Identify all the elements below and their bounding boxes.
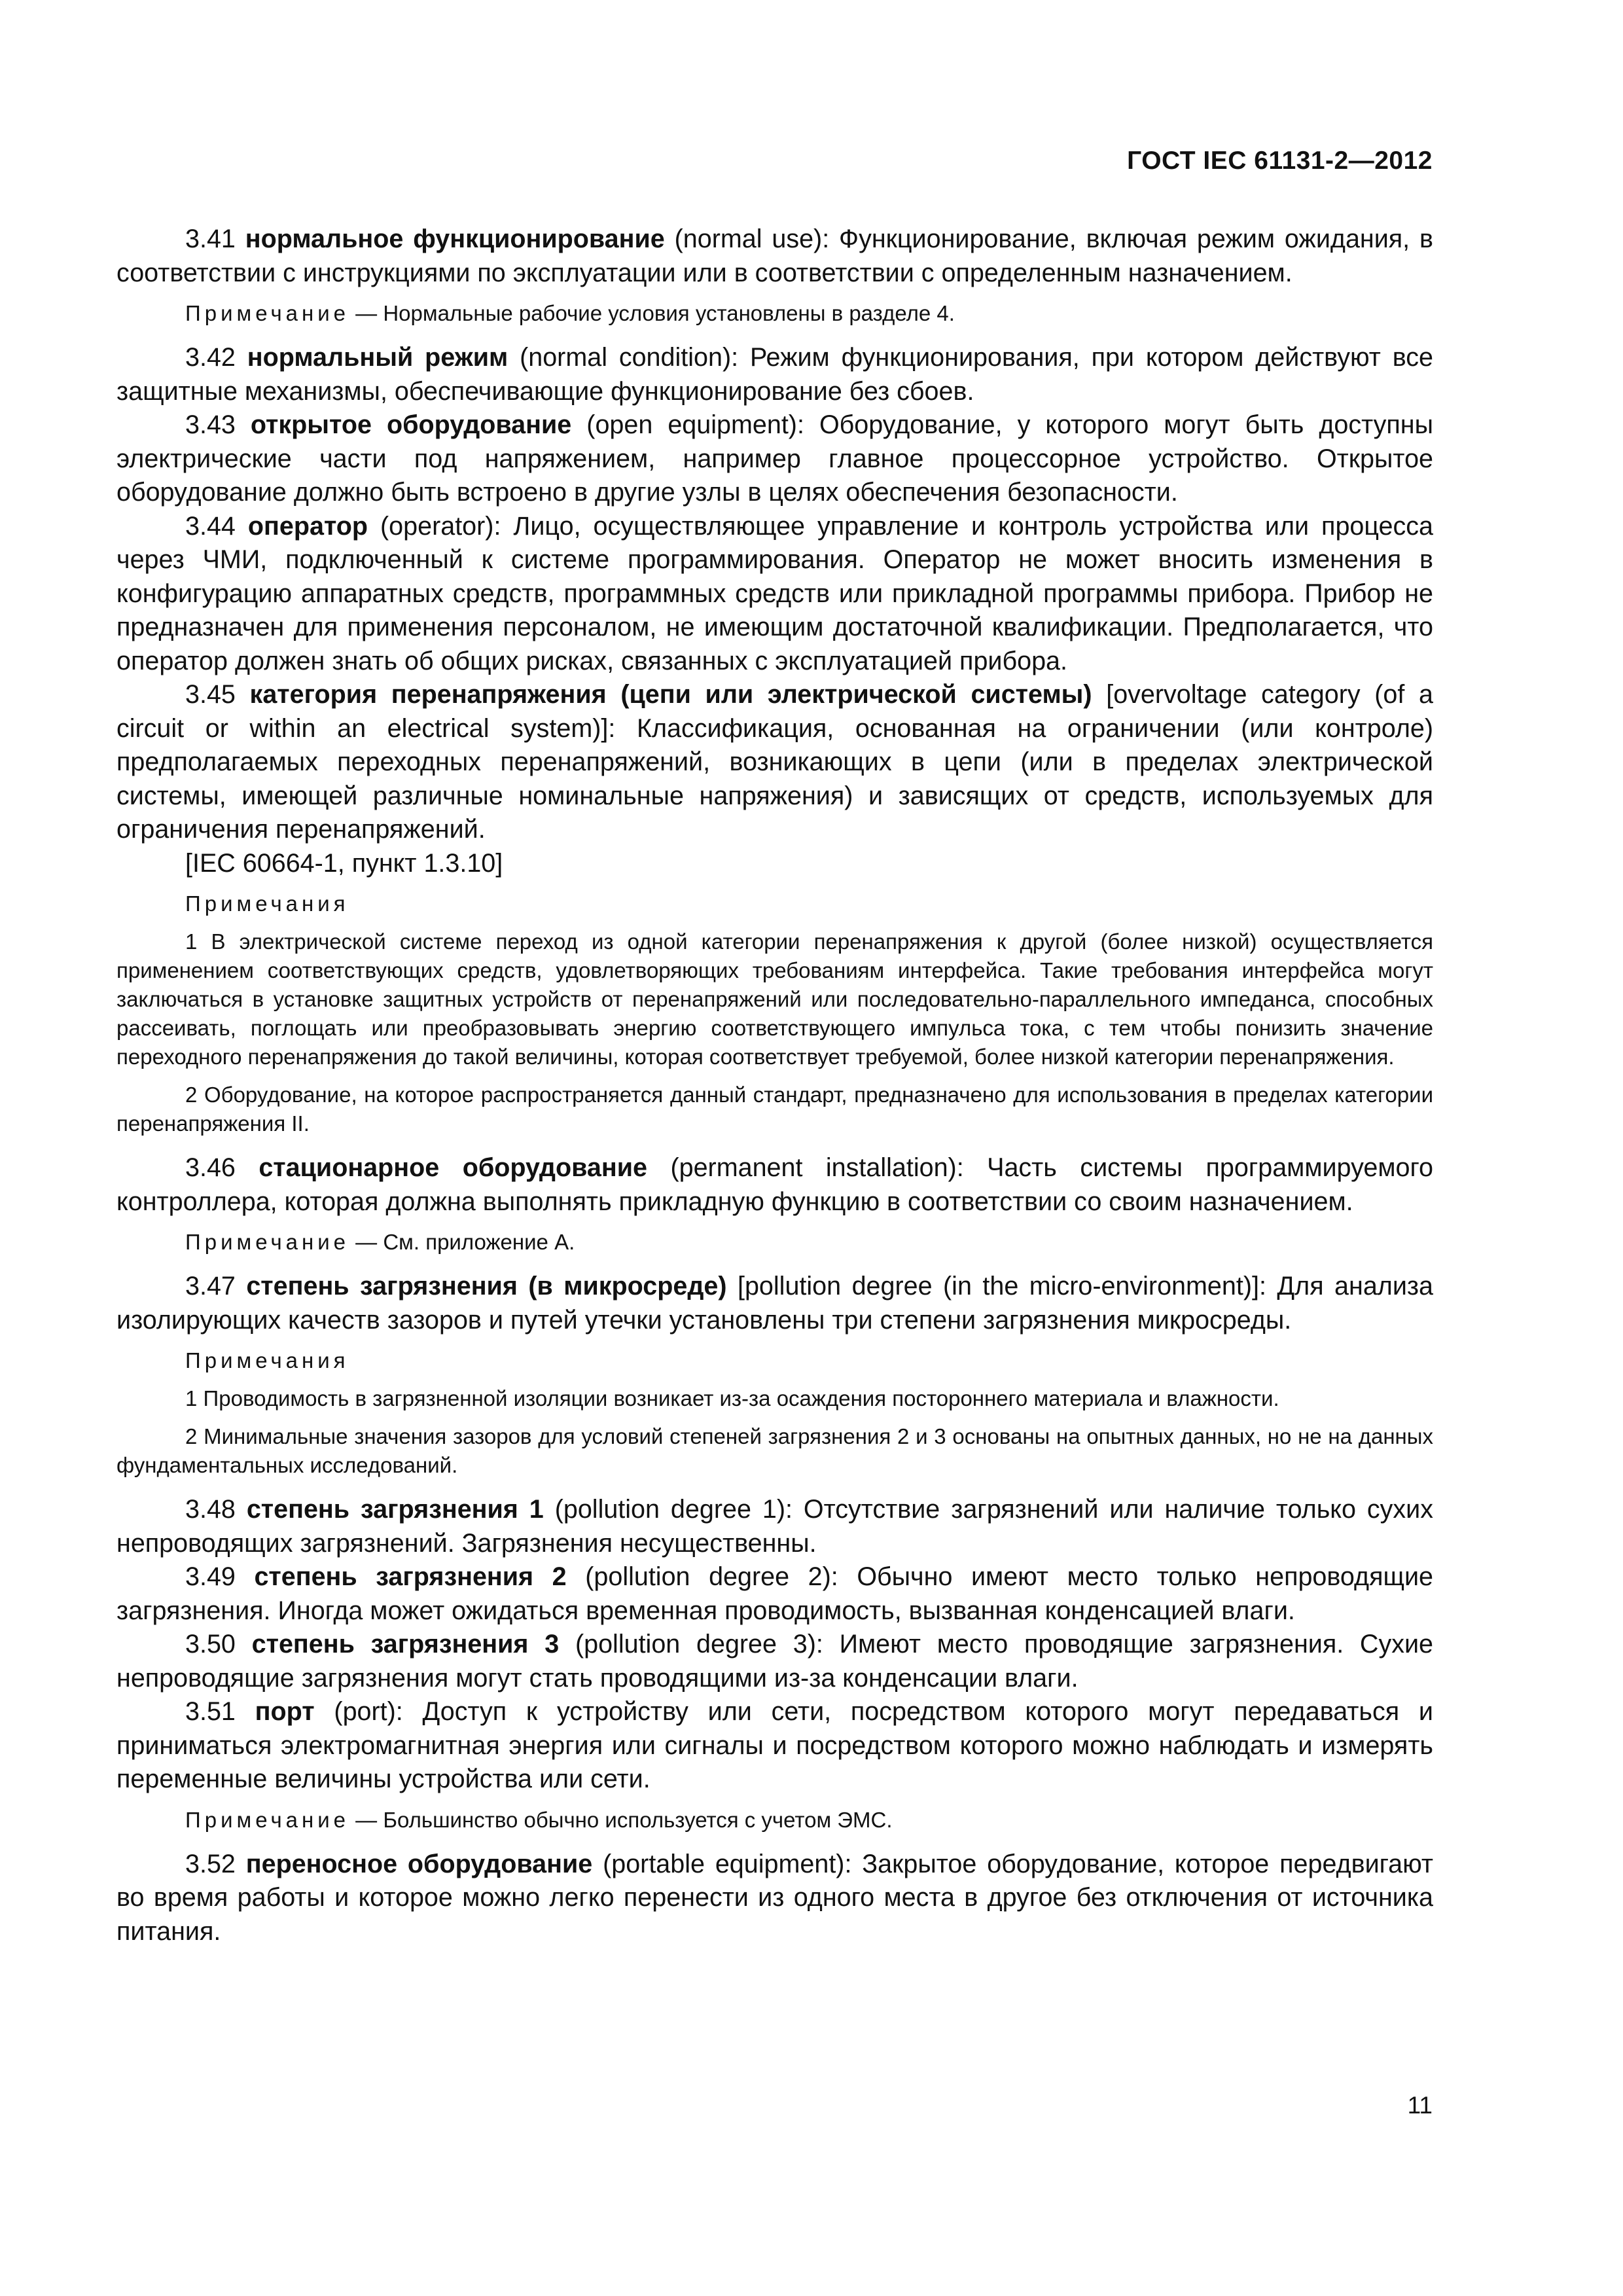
- note-3-45-1: 1 В электрической системе переход из одной категории перенапряжения к другой (более низкой) осуществляется применением соответствующих средств, удовлетворяющих требованиям интерфейса. Такие требования интерфейса могут заключаться в установке защитных устройств от перенапряжений или последовательно-параллельного импеданса, способных рассеивать, поглощать или преобразовывать энергию соответствующего импульса тока, с тем чтобы понизить значение переходного перенапряжения до такой величины, которая соответствует требуемой, более низкой категории перенапряжения.: [116, 929, 1433, 1069]
- term-3-51: 3.51 порт (port): Доступ к устройству или сети, посредством которого могут передаваться и приниматься электромагнитная энергия или сигналы и посредством которого можно наблюдать и измерять переменные величины устройства или сети.: [116, 1697, 1433, 1793]
- term-title: порт: [255, 1697, 315, 1726]
- term-title: стационарное оборудование: [259, 1153, 647, 1182]
- notes-3-47-label: Примечания: [185, 1348, 349, 1372]
- notes-3-45-label: Примечания: [185, 891, 349, 916]
- term-title: нормальное функционирование: [245, 224, 665, 253]
- term-3-42: 3.42 нормальный режим (normal condition): Режим функционирования, при котором действуют все защитные механизмы, обеспечивающие функционирование без сбоев.: [116, 343, 1433, 406]
- page-number: 11: [1407, 2092, 1433, 2119]
- term-title: нормальный режим: [247, 343, 508, 372]
- term-3-45-reference: [IEC 60664-1, пункт 1.3.10]: [185, 848, 503, 878]
- term-title: переносное оборудование: [245, 1849, 593, 1878]
- term-3-52: 3.52 переносное оборудование (portable equipment): Закрытое оборудование, которое передвигают во время работы и которое можно легко перенести из одного места в другое без отключения от источника питания.: [116, 1849, 1434, 1946]
- note-3-41: Примечание — Нормальные рабочие условия установлены в разделе 4.: [185, 301, 955, 325]
- term-title: степень загрязнения 1: [246, 1495, 544, 1524]
- term-title: оператор: [247, 511, 368, 541]
- term-3-44: 3.44 оператор (operator): Лицо, осуществляющее управление и контроль устройства или процесса через ЧМИ, подключенный к системе программирования. Оператор не может вносить изменения в конфигурацию аппаратных средств, программных средств или прикладной программы прибора. Прибор не предназначен для применения персоналом, не имеющим достаточной квалификации. Предполагается, что оператор должен знать об общих рисках, связанных с эксплуатацией прибора.: [116, 511, 1433, 675]
- note-3-47-1: 1 Проводимость в загрязненной изоляции возникает из-за осаждения постороннего материала и влажности.: [185, 1386, 1279, 1410]
- document-header: ГОСТ IEC 61131-2—2012: [1127, 147, 1433, 175]
- term-3-47: 3.47 степень загрязнения (в микросреде) [pollution degree (in the micro-environment)]: Для анализа изолирующих качеств зазоров и путей утечки установлены три степени загрязнения микросреды.: [116, 1272, 1433, 1335]
- term-3-49: 3.49 степень загрязнения 2 (pollution degree 2): Обычно имеют место только непроводящие загрязнения. Иногда может ожидаться временная проводимость, вызванная конденсацией влаги.: [116, 1562, 1433, 1625]
- term-title: категория перенапряжения (цепи или электрической системы): [249, 680, 1092, 709]
- term-title: степень загрязнения 2: [254, 1562, 567, 1591]
- term-title: открытое оборудование: [250, 410, 572, 439]
- term-title: степень загрязнения 3: [251, 1630, 560, 1659]
- term-3-43: 3.43 открытое оборудование (open equipment): Оборудование, у которого могут быть доступны электрические части под напряжением, например главное процессорное устройство. Открытое оборудование должно быть встроено в другие узлы в целях обеспечения безопасности.: [116, 410, 1434, 507]
- note-3-51: Примечание — Большинство обычно используется с учетом ЭМС.: [185, 1807, 893, 1832]
- term-3-50: 3.50 степень загрязнения 3 (pollution degree 3): Имеют место проводящие загрязнения. Сухие непроводящие загрязнения могут стать проводящими из-за конденсации влаги.: [116, 1630, 1433, 1693]
- term-3-46: 3.46 стационарное оборудование (permanent installation): Часть системы программируемого контроллера, которая должна выполнять прикладную функцию в соответствии со своим назначением.: [116, 1153, 1433, 1216]
- term-3-48: 3.48 степень загрязнения 1 (pollution degree 1): Отсутствие загрязнений или наличие только сухих непроводящих загрязнений. Загрязнения несущественны.: [116, 1495, 1433, 1558]
- term-title: степень загрязнения (в микросреде): [246, 1272, 727, 1300]
- note-3-47-2: 2 Минимальные значения зазоров для условий степеней загрязнения 2 и 3 основаны на опытных данных, но не на данных фундаментальных исследований.: [116, 1424, 1433, 1477]
- note-3-46: Примечание — См. приложение А.: [185, 1230, 575, 1254]
- page-content: [116, 223, 1433, 1948]
- note-3-45-2: 2 Оборудование, на которое распространяется данный стандарт, предназначено для использования в пределах категории перенапряжения II.: [116, 1083, 1433, 1136]
- term-3-45: 3.45 категория перенапряжения (цепи или электрической системы) [overvoltage category (of a circuit or within an electrical system)]: Классификация, основанная на ограничении (или контроле) предполагаемых переходных перенапряжений, возникающих в цепи (или в пределах электрической системы, имеющей различные номинальные напряжения) и зависящих от средств, используемых для ограничения перенапряжений.: [116, 680, 1433, 844]
- term-3-41: 3.41 нормальное функционирование (normal use): Функционирование, включая режим ожидания, в соответствии с инструкциями по эксплуатации или в соответствии с определенным назначением.: [116, 224, 1433, 287]
